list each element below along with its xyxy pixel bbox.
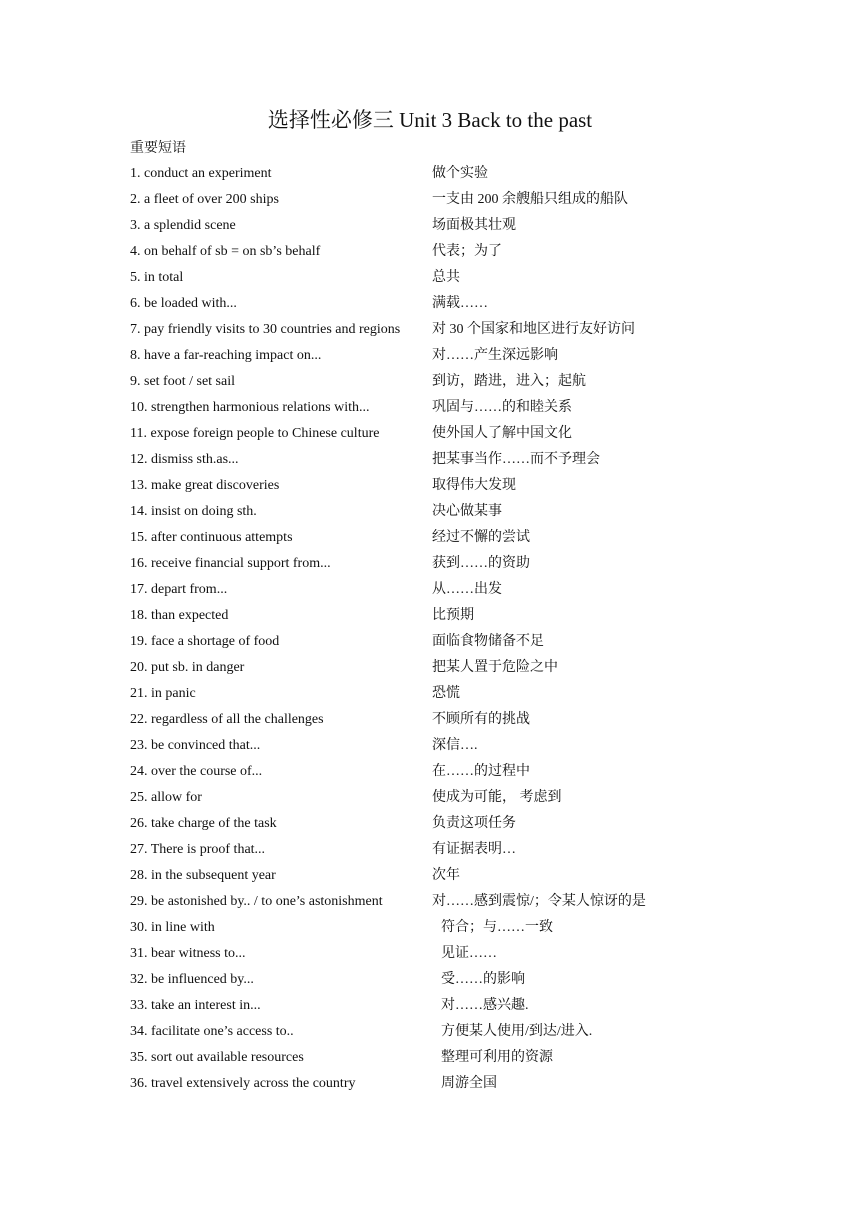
phrase-english: 13. make great discoveries: [130, 478, 280, 493]
phrase-english: 10. strengthen harmonious relations with...: [130, 400, 370, 415]
phrase-chinese: 总共: [432, 270, 460, 285]
phrase-english: 4. on behalf of sb = on sb’s behalf: [130, 244, 321, 259]
phrase-english: 20. put sb. in danger: [130, 660, 245, 675]
phrase-chinese: 整理可利用的资源: [441, 1050, 553, 1065]
phrase-chinese: 获到……的资助: [432, 556, 530, 571]
phrase-english: 8. have a far-reaching impact on...: [130, 348, 322, 363]
phrase-row: [130, 190, 790, 216]
phrase-row: [130, 710, 790, 736]
phrase-chinese: 对……产生深远影响: [432, 348, 558, 363]
phrase-row: [130, 502, 790, 528]
phrase-chinese: 把某人置于危险之中: [432, 660, 558, 675]
phrase-chinese: 从……出发: [432, 582, 502, 597]
phrase-english: 3. a splendid scene: [130, 218, 236, 233]
phrase-row: [130, 216, 790, 242]
phrase-row: [130, 320, 790, 346]
phrase-chinese: 使成为可能， 考虑到: [432, 790, 562, 805]
phrase-row: [130, 1074, 790, 1100]
phrase-english: 23. be convinced that...: [130, 738, 261, 753]
phrase-row: [130, 294, 790, 320]
phrase-row: [130, 1022, 790, 1048]
phrase-english: 6. be loaded with...: [130, 296, 237, 311]
phrase-row: [130, 892, 790, 918]
phrase-english: 14. insist on doing sth.: [130, 504, 257, 519]
phrase-chinese: 负责这项任务: [432, 816, 516, 831]
phrase-chinese: 对……感到震惊/；令某人惊讶的是: [432, 894, 646, 909]
phrase-row: [130, 684, 790, 710]
phrase-english: 11. expose foreign people to Chinese culture: [130, 426, 380, 441]
phrase-row: [130, 346, 790, 372]
phrase-chinese: 受……的影响: [441, 972, 525, 987]
phrase-english: 27. There is proof that...: [130, 842, 266, 857]
phrase-row: [130, 632, 790, 658]
phrase-chinese: 使外国人了解中国文化: [432, 426, 572, 441]
phrase-chinese: 巩固与……的和睦关系: [432, 400, 572, 415]
phrase-row: [130, 580, 790, 606]
phrase-list: [130, 164, 790, 1100]
phrase-row: [130, 606, 790, 632]
phrase-row: [130, 398, 790, 424]
section-heading: 重要短语: [130, 141, 186, 156]
phrase-chinese: 符合；与……一致: [441, 920, 553, 935]
phrase-english: 15. after continuous attempts: [130, 530, 293, 545]
phrase-chinese: 把某事当作……而不予理会: [432, 452, 600, 467]
phrase-english: 26. take charge of the task: [130, 816, 277, 831]
phrase-english: 28. in the subsequent year: [130, 868, 276, 883]
phrase-chinese: 经过不懈的尝试: [432, 530, 530, 545]
phrase-chinese: 做个实验: [432, 166, 488, 181]
phrase-chinese: 满载……: [432, 296, 488, 311]
phrase-row: [130, 840, 790, 866]
phrase-chinese: 到访，踏进，进入；起航: [432, 374, 586, 389]
phrase-english: 33. take an interest in...: [130, 998, 261, 1013]
phrase-row: [130, 970, 790, 996]
phrase-english: 30. in line with: [130, 920, 215, 935]
phrase-english: 19. face a shortage of food: [130, 634, 280, 649]
phrase-row: [130, 424, 790, 450]
phrase-row: [130, 528, 790, 554]
phrase-english: 5. in total: [130, 270, 184, 285]
phrase-chinese: 代表；为了: [432, 244, 502, 259]
phrase-english: 16. receive financial support from...: [130, 556, 331, 571]
phrase-chinese: 对 30 个国家和地区进行友好访问: [432, 322, 635, 337]
phrase-row: [130, 268, 790, 294]
phrase-chinese: 有证据表明…: [432, 842, 516, 857]
phrase-row: [130, 866, 790, 892]
phrase-english: 12. dismiss sth.as...: [130, 452, 239, 467]
phrase-english: 24. over the course of...: [130, 764, 263, 779]
phrase-chinese: 比预期: [432, 608, 474, 623]
phrase-row: [130, 762, 790, 788]
phrase-english: 18. than expected: [130, 608, 229, 623]
phrase-chinese: 面临食物储备不足: [432, 634, 544, 649]
phrase-row: [130, 1048, 790, 1074]
phrase-row: [130, 372, 790, 398]
phrase-chinese: 恐慌: [432, 686, 460, 701]
phrase-chinese: 方便某人使用/到达/进入.: [441, 1024, 593, 1039]
phrase-chinese: 次年: [432, 868, 460, 883]
phrase-row: [130, 918, 790, 944]
phrase-english: 29. be astonished by.. / to one’s astonishment: [130, 894, 383, 909]
phrase-english: 22. regardless of all the challenges: [130, 712, 324, 727]
phrase-chinese: 在……的过程中: [432, 764, 530, 779]
phrase-english: 1. conduct an experiment: [130, 166, 272, 181]
phrase-row: [130, 814, 790, 840]
phrase-english: 32. be influenced by...: [130, 972, 254, 987]
phrase-chinese: 对……感兴趣.: [441, 998, 529, 1013]
phrase-row: [130, 554, 790, 580]
phrase-english: 21. in panic: [130, 686, 196, 701]
phrase-english: 31. bear witness to...: [130, 946, 246, 961]
phrase-english: 34. facilitate one’s access to..: [130, 1024, 294, 1039]
phrase-chinese: 不顾所有的挑战: [432, 712, 530, 727]
phrase-english: 25. allow for: [130, 790, 202, 805]
phrase-row: [130, 736, 790, 762]
phrase-chinese: 场面极其壮观: [432, 218, 516, 233]
phrase-row: [130, 944, 790, 970]
phrase-chinese: 深信….: [432, 738, 478, 753]
phrase-english: 36. travel extensively across the country: [130, 1076, 356, 1091]
phrase-row: [130, 242, 790, 268]
phrase-row: [130, 658, 790, 684]
phrase-chinese: 取得伟大发现: [432, 478, 516, 493]
phrase-english: 35. sort out available resources: [130, 1050, 304, 1065]
phrase-english: 17. depart from...: [130, 582, 228, 597]
phrase-english: 7. pay friendly visits to 30 countries and regions: [130, 322, 401, 337]
page-title: 选择性必修三 Unit 3 Back to the past: [267, 108, 593, 132]
phrase-english: 2. a fleet of over 200 ships: [130, 192, 279, 207]
phrase-row: [130, 476, 790, 502]
phrase-row: [130, 788, 790, 814]
phrase-row: [130, 450, 790, 476]
phrase-chinese: 决心做某事: [432, 504, 502, 519]
phrase-row: [130, 164, 790, 190]
phrase-chinese: 一支由 200 余艘船只组成的船队: [432, 192, 628, 207]
phrase-row: [130, 996, 790, 1022]
phrase-english: 9. set foot / set sail: [130, 374, 235, 389]
phrase-chinese: 周游全国: [441, 1076, 497, 1091]
phrase-chinese: 见证……: [441, 946, 497, 961]
